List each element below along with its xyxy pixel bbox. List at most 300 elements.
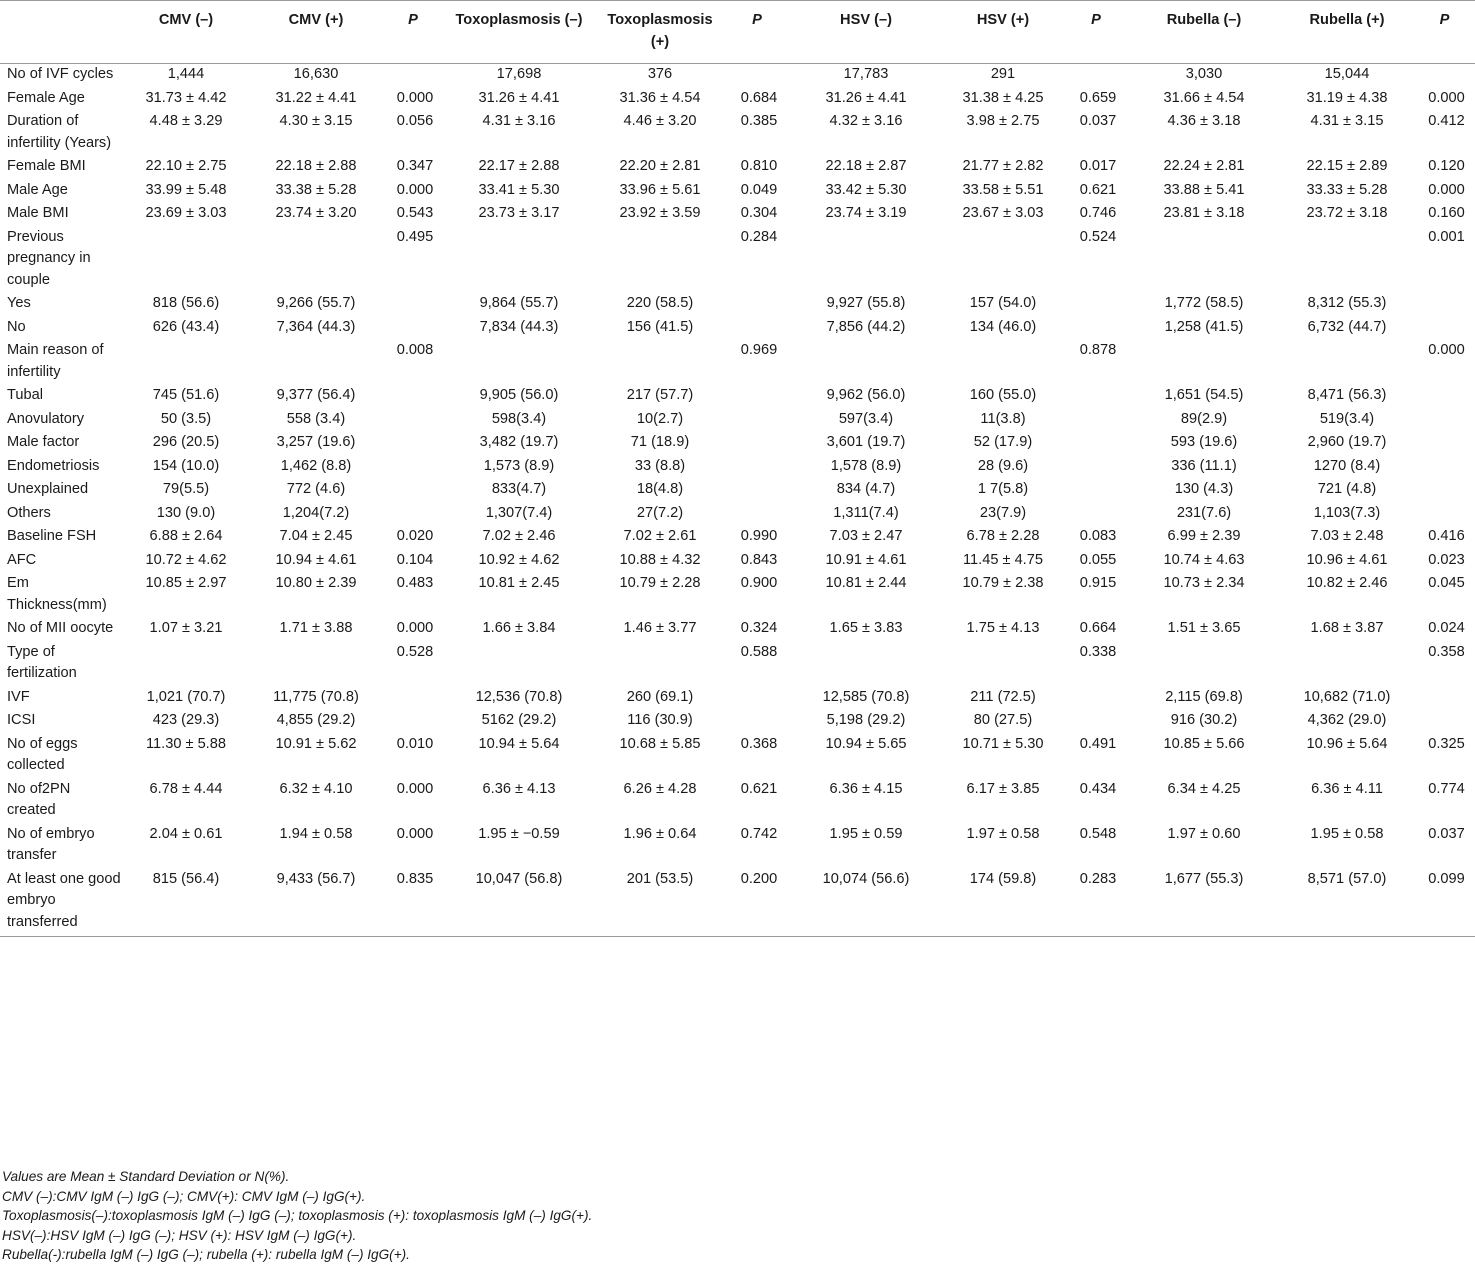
- row-label: Main reason of infertility: [7, 342, 104, 380]
- p-value-cell: [724, 383, 790, 407]
- table-cell: 598(3.4): [491, 410, 547, 427]
- table-cell: 4.46 ± 3.20: [623, 113, 697, 129]
- p-value-cell: 0.056: [396, 113, 434, 129]
- table-cell: 217 (57.7): [626, 387, 694, 403]
- table-row: [0, 477, 1475, 501]
- table-cell: 10.94 ± 5.65: [825, 735, 907, 752]
- table-cell: 1.94 ± 0.58: [279, 825, 353, 842]
- p-value-cell: 0.491: [1079, 735, 1117, 752]
- table-cell: 4.31 ± 3.15: [1310, 113, 1384, 129]
- row-label: Anovulatory: [7, 410, 85, 427]
- table-row: [0, 291, 1475, 315]
- table-cell: 4.36 ± 3.18: [1167, 113, 1241, 129]
- row-label: Unexplained: [7, 481, 89, 497]
- table-cell: 772 (4.6): [286, 481, 346, 497]
- p-value-cell: 0.055: [1079, 551, 1117, 568]
- table-row: [0, 109, 1475, 154]
- table-cell: 1,677 (55.3): [1128, 867, 1280, 937]
- p-value-cell: 0.621: [740, 780, 778, 797]
- table-cell: 6.78 ± 2.28: [966, 528, 1040, 544]
- row-label: At least one good embryo transferred: [0, 867, 124, 937]
- table-cell: 33.42 ± 5.30: [825, 181, 907, 198]
- p-value-cell: 0.324: [740, 620, 778, 636]
- table-cell: 154 (10.0): [152, 457, 220, 474]
- table-cell: 3,030: [1185, 66, 1223, 82]
- table-cell: 33.41 ± 5.30: [478, 181, 560, 198]
- p-value-cell: 0.810: [740, 158, 778, 174]
- footnote: CMV (–):CMV IgM (–) IgG (–); CMV(+): CMV IgM (–) IgG(+).: [2, 1188, 366, 1204]
- table-cell: [942, 338, 1064, 383]
- table-cell: [596, 640, 724, 685]
- header-cell: HSV (–): [790, 1, 942, 64]
- table-cell: 10.85 ± 2.97: [145, 575, 227, 591]
- p-value-cell: 0.915: [1079, 575, 1117, 591]
- table-cell: [248, 338, 384, 383]
- table-cell: 7.03 ± 2.48: [1310, 528, 1384, 544]
- table-header: [0, 1, 1475, 64]
- p-value-cell: [384, 477, 442, 501]
- p-value-cell: 0.664: [1079, 620, 1117, 636]
- table-cell: 28 (9.6): [977, 457, 1029, 474]
- table-cell: 1.97 ± 0.58: [966, 825, 1040, 842]
- row-label: Em Thickness(mm): [7, 575, 107, 613]
- table-cell: 22.20 ± 2.81: [619, 158, 701, 174]
- table-cell: 15,044: [1324, 66, 1370, 82]
- footnote: Values are Mean ± Standard Deviation or N(%).: [2, 1169, 290, 1184]
- table-cell: 116 (30.9): [627, 712, 693, 728]
- p-value-cell: [384, 64, 442, 86]
- table-cell: 6.99 ± 2.39: [1167, 528, 1241, 544]
- table-cell: 11.30 ± 5.88: [146, 735, 226, 752]
- table-cell: 10,047 (56.8): [442, 867, 596, 937]
- table-cell: 12,585 (70.8): [822, 688, 910, 705]
- table-cell: [1128, 225, 1280, 292]
- row-label: AFC: [7, 551, 37, 568]
- header-cell: Toxoplasmosis (–): [442, 1, 596, 64]
- p-value-cell: [1064, 454, 1128, 478]
- table-cell: 593 (19.6): [1170, 434, 1238, 450]
- table-body: [0, 64, 1475, 937]
- table-cell: 7,856 (44.2): [826, 318, 906, 335]
- table-cell: 9,266 (55.7): [276, 295, 356, 311]
- header-row: [0, 1, 1475, 64]
- table-row: [0, 178, 1475, 202]
- table-cell: 6.17 ± 3.85: [966, 780, 1040, 797]
- table-cell: 4.32 ± 3.16: [829, 113, 903, 129]
- table-cell: 10.91 ± 5.62: [275, 735, 357, 752]
- table-cell: 1,311(7.4): [833, 504, 899, 521]
- table-cell: 10.82 ± 2.46: [1306, 575, 1388, 591]
- table-cell: 11,775 (70.8): [273, 688, 359, 705]
- table-cell: 22.24 ± 2.81: [1163, 158, 1245, 174]
- table-row: [0, 732, 1475, 777]
- table-cell: 71 (18.9): [630, 434, 690, 450]
- table-cell: 2,115 (69.8): [1165, 688, 1243, 705]
- table-row: [0, 548, 1475, 572]
- table-cell: 1,444: [167, 66, 205, 82]
- table-cell: 1.95 ± 0.58: [1310, 825, 1384, 842]
- table-cell: 1270 (8.4): [1313, 457, 1381, 474]
- table-cell: 211 (72.5): [970, 688, 1036, 705]
- table-cell: 721 (4.8): [1317, 481, 1377, 497]
- table-cell: 10.94 ± 5.64: [478, 735, 560, 752]
- table-cell: 519(3.4): [1319, 410, 1375, 427]
- table-cell: [790, 640, 942, 685]
- p-value-cell: 0.037: [1428, 825, 1465, 842]
- p-value-cell: [1414, 454, 1475, 478]
- table-cell: 8,571 (57.0): [1280, 867, 1414, 937]
- table-row: [0, 315, 1475, 339]
- table-cell: 3,482 (19.7): [479, 434, 559, 450]
- header-cell: P: [384, 1, 442, 64]
- p-value-cell: 0.283: [1064, 867, 1128, 937]
- p-value-cell: [1414, 430, 1475, 454]
- row-label: ICSI: [7, 712, 36, 728]
- table-cell: 23.74 ± 3.19: [825, 205, 907, 221]
- table-cell: 10.94 ± 4.61: [275, 551, 357, 568]
- table-cell: 10.72 ± 4.62: [145, 551, 227, 568]
- table-cell: 4.30 ± 3.15: [279, 113, 353, 129]
- header-cell: P: [1064, 1, 1128, 64]
- table-cell: 23.72 ± 3.18: [1306, 205, 1388, 221]
- table-cell: [1280, 640, 1414, 685]
- row-label: Previous pregnancy in couple: [7, 228, 91, 288]
- table-cell: 33.99 ± 5.48: [145, 181, 227, 198]
- p-value-cell: [384, 501, 442, 525]
- header-cell: [0, 1, 124, 64]
- table-cell: 597(3.4): [838, 410, 894, 427]
- table-cell: 79(5.5): [162, 481, 210, 497]
- table-cell: 4.48 ± 3.29: [149, 113, 223, 129]
- table-cell: 10.79 ± 2.38: [962, 575, 1044, 591]
- table-cell: 6.34 ± 4.25: [1167, 780, 1241, 797]
- p-value-cell: 0.099: [1414, 867, 1475, 937]
- table-cell: 1.46 ± 3.77: [623, 620, 697, 636]
- table-cell: 376: [647, 66, 673, 82]
- p-value-cell: 0.659: [1079, 89, 1117, 106]
- p-value-cell: 0.045: [1428, 575, 1465, 591]
- table-cell: [124, 640, 248, 685]
- table-cell: 1,578 (8.9): [830, 457, 902, 474]
- table-cell: 31.66 ± 4.54: [1163, 89, 1245, 106]
- p-value-cell: [384, 315, 442, 339]
- table-cell: 160 (55.0): [969, 387, 1037, 403]
- table-cell: 10.88 ± 4.32: [619, 551, 701, 568]
- table-cell: 16,630: [293, 66, 339, 82]
- table-cell: 1,651 (54.5): [1164, 387, 1244, 403]
- p-value-cell: [724, 477, 790, 501]
- p-value-cell: 0.412: [1428, 113, 1465, 129]
- table-cell: [596, 225, 724, 292]
- p-value-cell: [724, 708, 790, 732]
- p-value-cell: 0.000: [1428, 181, 1465, 198]
- table-cell: 6.32 ± 4.10: [279, 780, 353, 797]
- p-value-cell: [384, 430, 442, 454]
- p-value-cell: [1064, 501, 1128, 525]
- table-cell: 7.03 ± 2.47: [829, 528, 903, 544]
- p-value-cell: 0.200: [724, 867, 790, 937]
- p-value-cell: 0.325: [1428, 735, 1465, 752]
- table-row: [0, 338, 1475, 383]
- table-cell: 33 (8.8): [634, 457, 686, 474]
- table-cell: 558 (3.4): [286, 410, 346, 427]
- table-cell: 10.71 ± 5.30: [962, 735, 1044, 752]
- table-cell: 1.71 ± 3.88: [279, 620, 353, 636]
- row-label: IVF: [7, 688, 30, 705]
- p-value-cell: [1064, 708, 1128, 732]
- table-cell: 3.98 ± 2.75: [966, 113, 1040, 129]
- table-cell: 7.02 ± 2.46: [482, 528, 556, 544]
- p-value-cell: 0.524: [1079, 228, 1117, 245]
- table-row: [0, 867, 1475, 937]
- table-cell: 22.17 ± 2.88: [478, 158, 560, 174]
- table-cell: 423 (29.3): [152, 712, 220, 728]
- p-value-cell: [1064, 291, 1128, 315]
- p-value-cell: [724, 315, 790, 339]
- p-value-cell: [1414, 291, 1475, 315]
- table-cell: 1.07 ± 3.21: [149, 620, 223, 636]
- table-cell: 156 (41.5): [626, 318, 694, 335]
- table-cell: 3,601 (19.7): [826, 434, 906, 450]
- table-cell: 220 (58.5): [626, 295, 694, 311]
- p-value-cell: 0.037: [1079, 113, 1117, 129]
- table-row: [0, 501, 1475, 525]
- table-cell: 834 (4.7): [836, 481, 896, 497]
- table-cell: 10.81 ± 2.45: [478, 575, 560, 591]
- table-cell: 22.18 ± 2.88: [275, 158, 357, 174]
- table-cell: 31.26 ± 4.41: [825, 89, 907, 106]
- table-cell: 21.77 ± 2.82: [962, 158, 1044, 174]
- table-cell: 1,103(7.3): [1313, 504, 1381, 521]
- header-cell: CMV (–): [124, 1, 248, 64]
- p-value-cell: 0.001: [1428, 228, 1465, 245]
- row-label: Male Age: [7, 181, 68, 198]
- p-value-cell: 0.000: [396, 89, 434, 106]
- p-value-cell: [1414, 64, 1475, 86]
- p-value-cell: [384, 708, 442, 732]
- p-value-cell: 0.000: [396, 620, 434, 636]
- table-cell: 11(3.8): [980, 410, 1026, 427]
- table-cell: 7.02 ± 2.61: [623, 528, 697, 544]
- table-cell: 18(4.8): [636, 481, 684, 497]
- table-cell: 1.65 ± 3.83: [829, 620, 903, 636]
- table-cell: 10.91 ± 4.61: [825, 551, 907, 568]
- table-cell: [942, 640, 1064, 685]
- table-cell: 10.85 ± 5.66: [1163, 735, 1245, 752]
- p-value-cell: [724, 454, 790, 478]
- p-value-cell: 0.000: [396, 181, 434, 198]
- table-cell: 6.36 ± 4.11: [1311, 780, 1383, 797]
- p-value-cell: [1064, 407, 1128, 431]
- table-cell: 12,536 (70.8): [475, 688, 563, 705]
- header-cell: CMV (+): [248, 1, 384, 64]
- row-label: Others: [7, 504, 51, 521]
- table-cell: 260 (69.1): [626, 688, 694, 705]
- p-value-cell: 0.020: [396, 528, 434, 544]
- row-label: No of2PN created: [7, 780, 71, 818]
- p-value-cell: 0.024: [1428, 620, 1465, 636]
- table-cell: 1.66 ± 3.84: [482, 620, 556, 636]
- table-cell: 2,960 (19.7): [1307, 434, 1387, 450]
- p-value-cell: [384, 454, 442, 478]
- row-label: No: [7, 318, 26, 335]
- p-value-cell: [724, 407, 790, 431]
- p-value-cell: 0.358: [1428, 643, 1465, 660]
- p-value-cell: 0.588: [740, 643, 778, 660]
- p-value-cell: 0.548: [1079, 825, 1117, 842]
- table-cell: 1.95 ± −0.59: [478, 825, 560, 842]
- p-value-cell: [1064, 477, 1128, 501]
- table-cell: 6.26 ± 4.28: [623, 780, 697, 797]
- table-cell: 201 (53.5): [596, 867, 724, 937]
- row-label: Female BMI: [7, 158, 86, 174]
- p-value-cell: 0.843: [740, 551, 778, 568]
- table-row: [0, 454, 1475, 478]
- table-cell: [1128, 640, 1280, 685]
- table-cell: 22.18 ± 2.87: [825, 158, 907, 174]
- table-cell: 10.74 ± 4.63: [1163, 551, 1245, 568]
- table-cell: [942, 225, 1064, 292]
- table-cell: 9,927 (55.8): [826, 295, 906, 311]
- table-cell: 626 (43.4): [152, 318, 220, 335]
- table-cell: 50 (3.5): [160, 410, 212, 427]
- table-cell: 134 (46.0): [969, 318, 1037, 335]
- p-value-cell: 0.495: [396, 228, 434, 245]
- p-value-cell: [384, 407, 442, 431]
- table-cell: 9,864 (55.7): [479, 295, 559, 311]
- p-value-cell: [1414, 477, 1475, 501]
- table-cell: 23.67 ± 3.03: [962, 205, 1044, 221]
- p-value-cell: 0.160: [1428, 205, 1465, 221]
- table-cell: [1128, 338, 1280, 383]
- table-cell: 31.26 ± 4.41: [478, 89, 560, 106]
- p-value-cell: 0.338: [1079, 643, 1117, 660]
- table-cell: [596, 338, 724, 383]
- p-value-cell: 0.083: [1079, 528, 1117, 544]
- table-cell: 1,021 (70.7): [146, 688, 226, 705]
- table-cell: 10.79 ± 2.28: [619, 575, 701, 591]
- table-cell: 5,198 (29.2): [826, 712, 906, 728]
- p-value-cell: 0.684: [740, 89, 778, 106]
- table-row: [0, 225, 1475, 292]
- table-row: [0, 708, 1475, 732]
- table-cell: 1.96 ± 0.64: [623, 825, 697, 842]
- table-cell: 80 (27.5): [973, 712, 1033, 728]
- table-row: [0, 430, 1475, 454]
- p-value-cell: [384, 291, 442, 315]
- table-cell: 9,377 (56.4): [276, 387, 356, 403]
- table-cell: 815 (56.4): [124, 867, 248, 937]
- table-cell: 6.78 ± 4.44: [149, 780, 223, 797]
- table-row: [0, 86, 1475, 110]
- row-label: No of embryo transfer: [7, 825, 95, 863]
- table-row: [0, 524, 1475, 548]
- table-cell: [442, 225, 596, 292]
- p-value-cell: [1414, 383, 1475, 407]
- table-cell: 4.31 ± 3.16: [482, 113, 556, 129]
- table-cell: [790, 225, 942, 292]
- table-cell: 10.73 ± 2.34: [1163, 575, 1245, 591]
- footnote: Toxoplasmosis(–):toxoplasmosis IgM (–) IgG (–); toxoplasmosis (+): toxoplasmosis IgM (–) IgG(+).: [2, 1208, 593, 1224]
- table-cell: 745 (51.6): [152, 387, 220, 403]
- p-value-cell: 0.878: [1079, 342, 1117, 358]
- table-cell: 23.81 ± 3.18: [1163, 205, 1245, 221]
- table-cell: 9,962 (56.0): [826, 387, 906, 403]
- table-cell: 833(4.7): [491, 481, 547, 497]
- p-value-cell: [1414, 407, 1475, 431]
- table-cell: [790, 338, 942, 383]
- table-row: [0, 383, 1475, 407]
- table-cell: [442, 338, 596, 383]
- table-cell: 231(7.6): [1176, 504, 1232, 521]
- p-value-cell: [1414, 708, 1475, 732]
- table-row: [0, 407, 1475, 431]
- table-cell: 52 (17.9): [973, 434, 1033, 450]
- p-value-cell: [1064, 64, 1128, 86]
- footnote: Rubella(-):rubella IgM (–) IgG (–); rubella (+): rubella IgM (–) IgG(+).: [2, 1247, 410, 1263]
- table-cell: 1.95 ± 0.59: [829, 825, 903, 842]
- table-cell: 31.22 ± 4.41: [275, 89, 357, 106]
- table-cell: 7,364 (44.3): [276, 318, 356, 335]
- header-cell: P: [1414, 1, 1475, 64]
- table-row: [0, 64, 1475, 86]
- p-value-cell: 0.434: [1079, 780, 1117, 797]
- table-cell: 10.96 ± 5.64: [1306, 735, 1388, 752]
- table-cell: 22.15 ± 2.89: [1306, 158, 1388, 174]
- table-cell: 22.10 ± 2.75: [145, 158, 227, 174]
- table-cell: 11.45 ± 4.75: [963, 551, 1043, 568]
- p-value-cell: 0.385: [740, 113, 778, 129]
- p-value-cell: [724, 64, 790, 86]
- p-value-cell: 0.104: [396, 551, 434, 568]
- p-value-cell: [1414, 315, 1475, 339]
- table-row: [0, 822, 1475, 867]
- header-cell: Toxoplasmosis (+): [596, 1, 724, 64]
- table-cell: [248, 225, 384, 292]
- p-value-cell: 0.304: [740, 205, 778, 221]
- table-cell: 818 (56.6): [152, 295, 220, 311]
- table-cell: 17,783: [843, 66, 889, 82]
- p-value-cell: [1414, 685, 1475, 709]
- table-cell: 10.80 ± 2.39: [275, 575, 357, 591]
- p-value-cell: 0.969: [740, 342, 778, 358]
- p-value-cell: 0.008: [396, 342, 434, 358]
- row-label: No of MII oocyte: [7, 620, 114, 636]
- table-cell: 1,307(7.4): [485, 504, 553, 521]
- table-row: [0, 571, 1475, 616]
- table-cell: 296 (20.5): [152, 434, 220, 450]
- table-cell: 6.36 ± 4.15: [829, 780, 903, 797]
- p-value-cell: 0.000: [396, 780, 434, 797]
- table-cell: 174 (59.8): [942, 867, 1064, 937]
- table-row: [0, 616, 1475, 640]
- p-value-cell: 0.900: [740, 575, 778, 591]
- p-value-cell: [724, 685, 790, 709]
- table-cell: 33.33 ± 5.28: [1306, 181, 1388, 198]
- table-cell: 1,258 (41.5): [1164, 318, 1244, 335]
- p-value-cell: 0.621: [1079, 181, 1117, 198]
- table-cell: 5162 (29.2): [481, 712, 557, 728]
- table-cell: 3,257 (19.6): [276, 434, 356, 450]
- table-row: [0, 685, 1475, 709]
- table-cell: 33.38 ± 5.28: [275, 181, 357, 198]
- table-cell: 1.97 ± 0.60: [1167, 825, 1241, 842]
- p-value-cell: 0.416: [1428, 528, 1465, 544]
- row-label: Duration of infertility (Years): [7, 113, 112, 151]
- table-cell: 23.73 ± 3.17: [478, 205, 560, 221]
- table-cell: [1280, 225, 1414, 292]
- table-cell: 33.88 ± 5.41: [1163, 181, 1245, 198]
